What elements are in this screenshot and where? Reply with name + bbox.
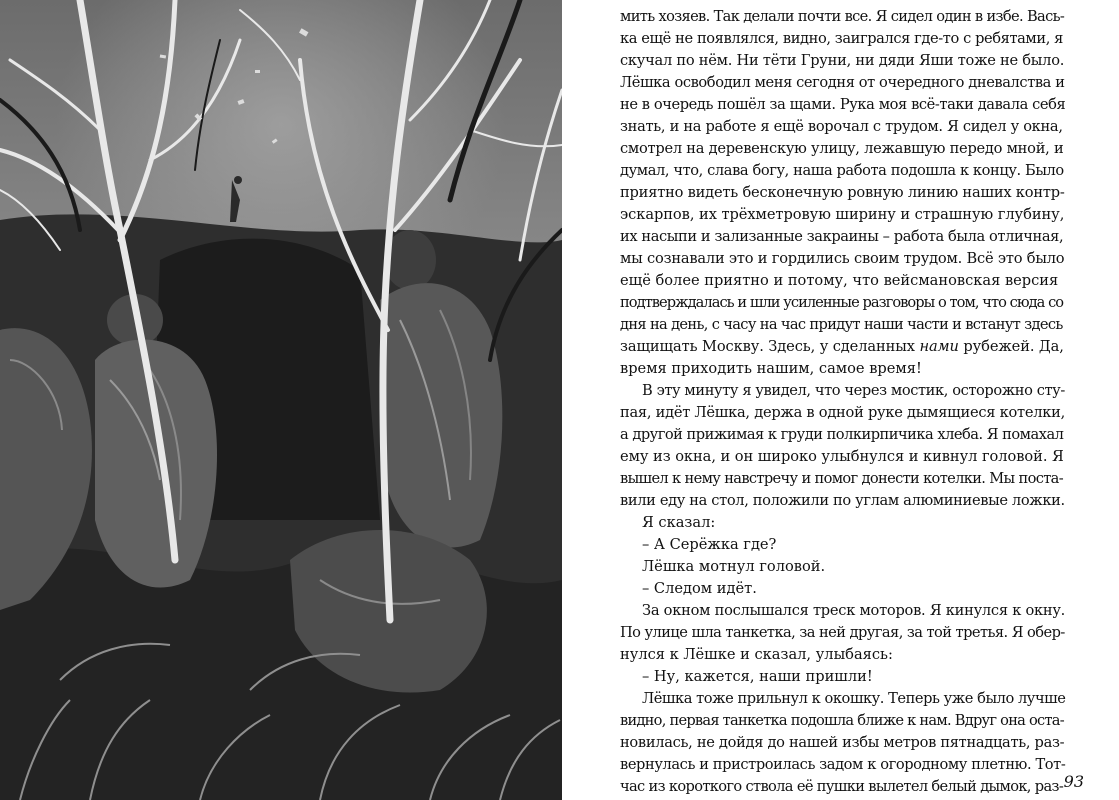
- text-page: [562, 0, 1119, 800]
- dialogue-line: – Следом идёт.: [642, 580, 757, 597]
- text-line: знать, и на работе я ещё ворочал с трудом. Я сидел у окна,: [620, 118, 1063, 135]
- paragraph-start-line: Лёшка мотнул головой.: [642, 558, 826, 575]
- text-line: смотрел на деревенскую улицу, лежавшую передо мной, и: [620, 140, 1064, 157]
- text-line: вышел к нему навстречу и помог донести котелки. Мы поста-: [620, 470, 1063, 487]
- text-line: вили еду на стол, положили по углам алюминиевые ложки.: [620, 492, 1065, 509]
- text-segment: рубежей. Да,: [958, 338, 1064, 355]
- text-line: Лёшка освободил меня сегодня от очередного дневалства и: [620, 74, 1065, 91]
- text-line: По улице шла танкетка, за ней другая, за той третья. Я обер-: [620, 624, 1065, 641]
- text-line: новилась, не дойдя до нашей избы метров пятнадцать, раз-: [620, 734, 1065, 751]
- text-line: а другой прижимая к груди полкирпичика хлеба. Я помахал: [620, 426, 1064, 443]
- text-line: ещё более приятно и потому, что вейсмановская версия: [620, 272, 1059, 289]
- paragraph-start-line: В эту минуту я увидел, что через мостик, осторожно сту-: [642, 382, 1065, 399]
- text-line: час из короткого ствола её пушки вылетел белый дымок, раз-: [620, 778, 1064, 795]
- text-line: скучал по нём. Ни тёти Груни, ни дяди Яши тоже не было.: [620, 52, 1065, 69]
- text-line: пая, идёт Лёшка, держа в одной руке дымящиеся котелки,: [620, 404, 1065, 421]
- dialogue-line: – Ну, кажется, наши пришли!: [642, 668, 873, 685]
- text-segment: защищать Москву. Здесь, у сделанных: [620, 338, 920, 355]
- text-line-with-emphasis: [620, 336, 1064, 358]
- paragraph-start-line: Лёшка тоже прильнул к окошку. Теперь уже было лучше: [642, 690, 1066, 707]
- text-line: эскарпов, их трёхметровую ширину и страшную глубину,: [620, 206, 1065, 223]
- text-line: время приходить нашим, самое время!: [620, 360, 922, 377]
- text-line: вернулась и пристроилась задом к огородному плетню. Тот-: [620, 756, 1066, 773]
- text-line: дня на день, с часу на час придут наши части и встанут здесь: [620, 316, 1063, 333]
- text-line: их насыпи и зализанные закраины – работа была отличная,: [620, 228, 1064, 245]
- page-number: 93: [1063, 772, 1084, 791]
- text-line: видно, первая танкетка подошла ближе к нам. Вдруг она оста-: [620, 712, 1064, 729]
- text-line: думал, что, слава богу, наша работа подошла к концу. Было: [620, 162, 1064, 179]
- text-line: нулся к Лёшке и сказал, улыбаясь:: [620, 646, 893, 663]
- text-line: подтверждалась и шли усиленные разговоры о том, что сюда со: [620, 294, 1064, 311]
- text-line: ему из окна, и он широко улыбнулся и кивнул головой. Я: [620, 448, 1064, 465]
- paragraph-start-line: За окном послышался треск моторов. Я кинулся к окну.: [642, 602, 1066, 619]
- text-line: ка ещё не появлялся, видно, заигрался где-то с ребятами, я: [620, 30, 1063, 47]
- text-line: приятно видеть бесконечную ровную линию наших контр-: [620, 184, 1065, 201]
- dialogue-line: – А Серёжка где?: [642, 536, 777, 553]
- paragraph-start-line: Я сказал:: [642, 514, 716, 531]
- emphasized-word: нами: [919, 338, 959, 355]
- text-line: не в очередь пошёл за щами. Рука моя всё-таки давала себя: [620, 96, 1066, 113]
- text-line: мить хозяев. Так делали почти все. Я сидел один в избе. Вась-: [620, 8, 1065, 25]
- text-line: мы сознавали это и гордились своим трудом. Всё это было: [620, 250, 1065, 267]
